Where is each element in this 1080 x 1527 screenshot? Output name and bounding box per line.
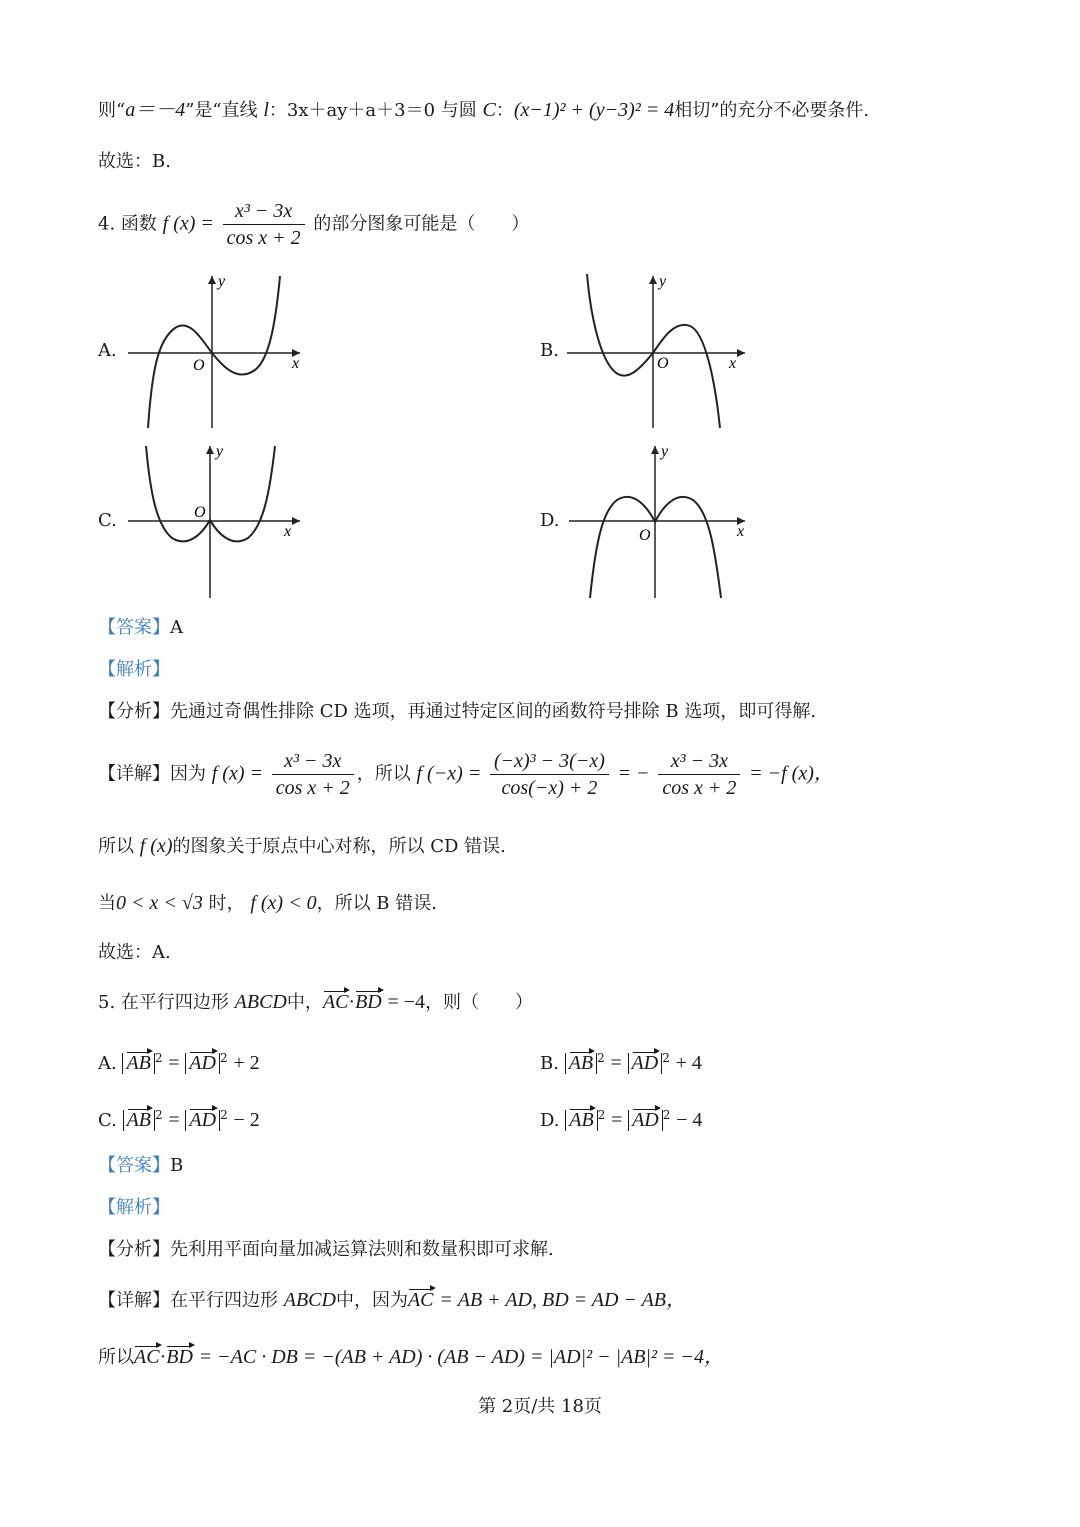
y-arrow [206, 446, 214, 454]
square: 2 [155, 1108, 163, 1122]
line-l: l [263, 99, 269, 121]
q4-option-a-graph [120, 270, 310, 430]
numerator: x³ − 3x [272, 748, 354, 775]
q5-final [98, 1345, 724, 1370]
square: 2 [662, 1108, 671, 1122]
numerator: (−x)³ − 3(−x) [490, 748, 609, 775]
square: 2 [597, 1051, 605, 1065]
q4-stem [98, 198, 529, 251]
q5-option-c [98, 1103, 260, 1133]
vector-ab: AB [126, 1109, 152, 1131]
math-f-neg-x: f (−x) = [416, 762, 482, 785]
curve [148, 276, 280, 428]
vector-ad: AD [189, 1052, 216, 1074]
q5-option-b [540, 1046, 702, 1076]
option-tail: − 2 [233, 1109, 260, 1131]
answer-tag: 【答案】 [98, 1155, 170, 1176]
denominator: cos(−x) + 2 [501, 777, 598, 799]
text: ，所以 B 错误. [316, 893, 437, 914]
text: 的图象关于原点中心对称，所以 CD 错误. [172, 836, 506, 857]
q4-tail: 的部分图象可能是（ ） [313, 213, 530, 235]
vector-bd: BD [355, 991, 382, 1013]
dot: · [348, 991, 356, 1013]
q4-number: 4. 函数 [98, 213, 157, 235]
q5-xiangjie [98, 1288, 686, 1313]
numerator: x³ − 3x [658, 748, 740, 775]
answer-tag: 【答案】 [98, 617, 170, 638]
q4-choose: 故选：A. [98, 942, 171, 963]
vector-ac: AC [407, 1289, 434, 1311]
x-label: x [729, 355, 737, 372]
square: 2 [219, 1051, 228, 1065]
square: 2 [154, 1051, 163, 1065]
equals: = [610, 1052, 622, 1074]
y-label: y [216, 443, 224, 460]
prev-conclusion-line [98, 98, 869, 123]
q4-xiangjie [98, 748, 834, 801]
q4-fx: f (x) = [162, 212, 214, 235]
q5-option-a [98, 1046, 260, 1076]
numerator: x³ − 3x [223, 198, 305, 225]
text: 当 [98, 893, 116, 914]
vector-ad: AD [631, 1052, 659, 1074]
origin-label: O [657, 355, 669, 372]
math-abcd: ABCD [234, 991, 287, 1013]
text: 中， [286, 992, 323, 1013]
text: ： [495, 100, 514, 121]
fenxi-tag: 【分析】 [98, 1239, 170, 1260]
circle-equation: (x−1)² + (y−3)² = 4 [513, 99, 675, 121]
q5-answer [98, 1154, 183, 1178]
q5-stem [98, 990, 533, 1015]
q4-option-b-graph [565, 270, 755, 430]
math-value: = −4 [387, 991, 426, 1013]
math-fx: f (x) = [211, 762, 263, 785]
condition-math: a＝－4 [125, 99, 186, 121]
origin-label: O [194, 504, 206, 521]
answer-value: A [170, 617, 183, 638]
option-label: B. [540, 1053, 559, 1074]
origin-label: O [639, 527, 651, 544]
q4-fenxi [98, 700, 816, 724]
fenxi-text: 先通过奇偶性排除 CD 选项，再通过特定区间的函数符号排除 B 选项，即可得解. [170, 701, 817, 722]
xiangjie-tag: 【详解】 [98, 763, 170, 785]
y-label: y [218, 273, 226, 290]
x-label: x [284, 523, 292, 540]
math-fx: f (x) [139, 835, 173, 857]
text: 则“ [98, 100, 126, 121]
prev-choose: 故选：B. [98, 151, 171, 172]
equals: = [168, 1109, 180, 1131]
x-arrow [292, 517, 300, 525]
option-label: C. [98, 1110, 117, 1131]
text: 所以 [98, 836, 134, 857]
math-end: = −f (x)， [749, 762, 834, 785]
text: 所以 [98, 1347, 134, 1368]
y-arrow [649, 276, 657, 284]
vector-ab: AB [568, 1052, 594, 1074]
math-expression: = −AC · DB = −(AB + AD) · (AB − AD) = |AD|² − |AB|² = −4， [198, 1346, 725, 1368]
q4-answer [98, 616, 183, 640]
q4-option-d-graph [565, 440, 755, 600]
text: 在平行四边形 [170, 1290, 278, 1311]
option-label: A. [98, 1053, 117, 1074]
vector-ad: AD [189, 1109, 217, 1131]
q4-fraction [223, 198, 305, 251]
y-label: y [659, 273, 667, 290]
option-tail: − 4 [676, 1109, 703, 1131]
text: ，所以 [356, 763, 411, 785]
q4-symmetry [98, 834, 506, 859]
text: 时， [208, 893, 245, 914]
q5-fenxi [98, 1238, 554, 1262]
math-expression: = AB + AD, BD = AD − AB， [439, 1289, 686, 1311]
math-range: 0 < x < √3 [116, 892, 203, 914]
xiangjie-tag: 【详解】 [98, 1290, 170, 1311]
x-label: x [292, 355, 300, 372]
option-label: D. [540, 1110, 560, 1131]
q4-option-d-label: D. [540, 510, 560, 531]
y-arrow [208, 276, 216, 284]
text: ”是“直线 [185, 100, 264, 121]
vector-ad: AD [632, 1109, 659, 1131]
answer-value: B [170, 1155, 184, 1176]
q5-option-d [540, 1103, 702, 1133]
q5-analysis-tag: 【解析】 [98, 1197, 170, 1218]
square: 2 [662, 1051, 670, 1065]
equals: = [611, 1109, 623, 1131]
text: 因为 [170, 763, 206, 785]
x-label: x [737, 523, 745, 540]
q4-analysis-tag: 【解析】 [98, 659, 170, 680]
fraction-3 [658, 748, 740, 801]
text: ，则（ ） [425, 992, 534, 1013]
text: 相切”的充分不必要条件. [674, 100, 870, 121]
vector-ab: AB [569, 1109, 594, 1131]
y-arrow [651, 446, 659, 454]
q4-interval [98, 891, 437, 916]
dot: · [159, 1346, 167, 1368]
math-sign: f (x) < 0 [250, 892, 317, 914]
fenxi-tag: 【分析】 [98, 701, 170, 722]
q4-option-b-label: B. [540, 340, 559, 361]
option-tail: + 2 [233, 1052, 260, 1074]
square: 2 [220, 1108, 228, 1122]
fenxi-text: 先利用平面向量加减运算法则和数量积即可求解. [170, 1239, 554, 1260]
denominator: cos x + 2 [662, 777, 737, 799]
q4-option-c-graph [120, 440, 310, 600]
vector-ac: AC [134, 1346, 160, 1368]
fraction-1 [272, 748, 354, 801]
y-label: y [661, 443, 669, 460]
math-eq: = − [617, 762, 650, 785]
equals: = [168, 1052, 180, 1074]
text: 5. 在平行四边形 [98, 992, 229, 1013]
square: 2 [597, 1108, 606, 1122]
vector-ac: AC [322, 991, 349, 1013]
page-footer: 第 2页/共 18页 [478, 1396, 602, 1417]
q4-option-a-label: A. [98, 340, 117, 361]
fraction-2 [490, 748, 609, 801]
x-arrow [737, 349, 745, 357]
text: 中，因为 [335, 1290, 408, 1311]
origin-label: O [193, 357, 205, 374]
denominator: cos x + 2 [226, 227, 301, 249]
vector-bd: BD [166, 1346, 193, 1368]
q4-option-c-label: C. [98, 510, 117, 531]
option-tail: + 4 [675, 1052, 702, 1074]
math-abcd: ABCD [283, 1289, 336, 1311]
circle-C: C [482, 99, 496, 121]
line-equation: ：3x＋ay＋a＋3＝0 与圆 [268, 100, 483, 121]
denominator: cos x + 2 [275, 777, 350, 799]
vector-ab: AB [126, 1052, 151, 1074]
